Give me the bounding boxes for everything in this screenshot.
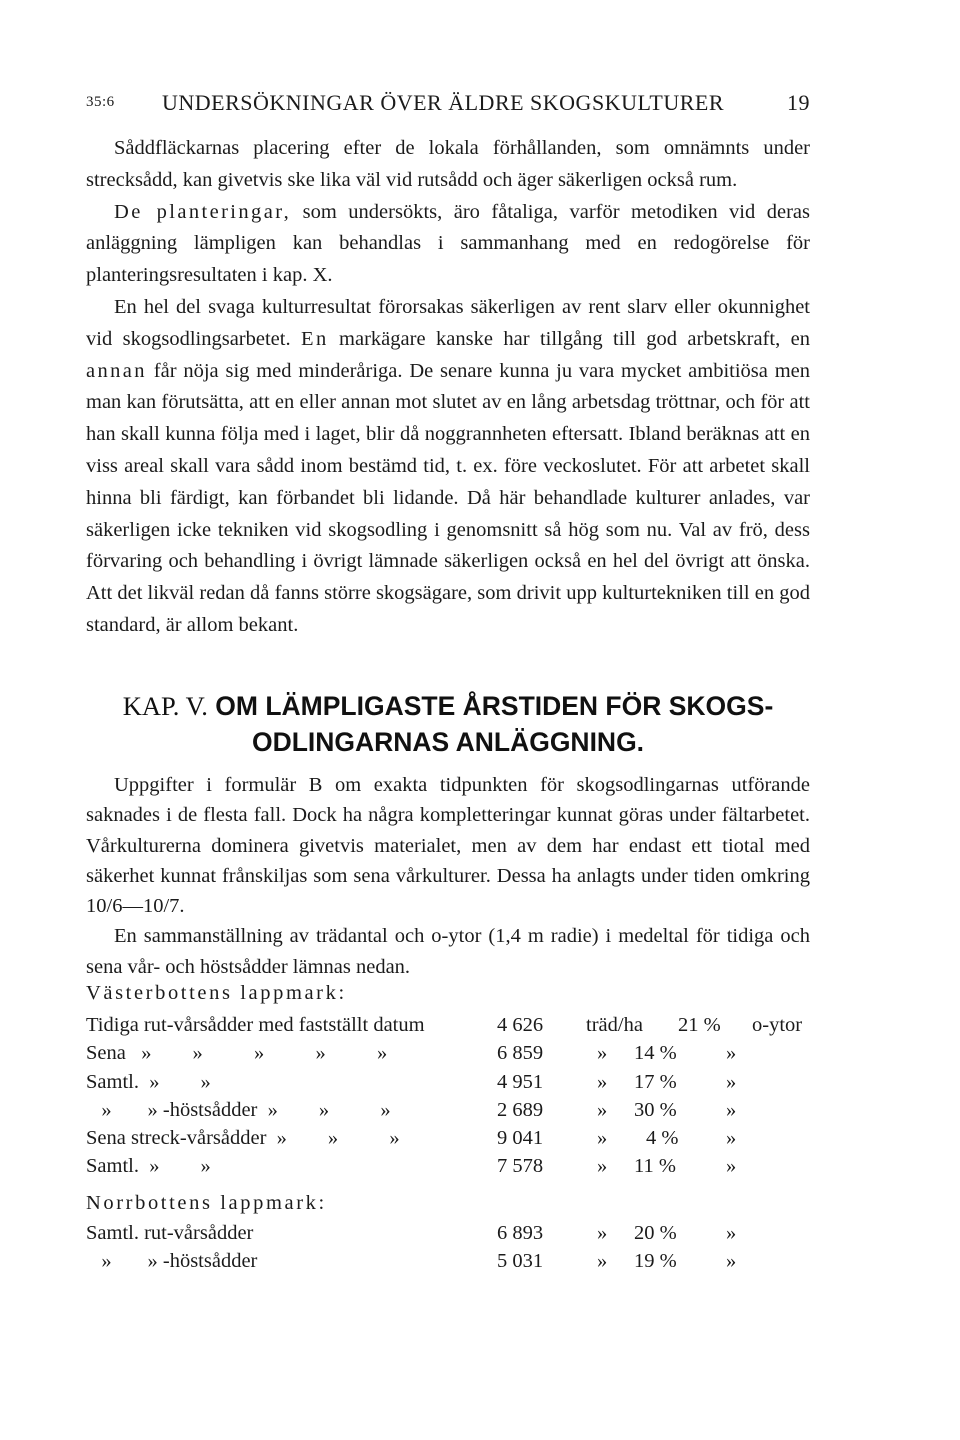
chapter-heading-line1: KAP. V. OM LÄMPLIGASTE ÅRSTIDEN FÖR SKOGS-	[122, 691, 774, 721]
region-heading: Västerbottens lappmark:	[86, 982, 347, 1004]
paragraph-poor-results: En hel del svaga kulturresultat förorsakas säkerligen av rent slarv eller okunnighet vid skogsodlingsarbetet. En markägare kanske har tillgång till god arbetskraft, en annan får nöja sig med minderåriga. De senare kunna ju vara mycket ambitiösa men man kan förutsätta, att en eller annan mot slutet av en lång arbetsdag tröttnar, och för att han skall kunna följa med i laget, blir då noggrannheten eftersatt. Ibland beräknas att en viss areal skall vara sådd inom bestämd tid, t. ex. före veckoslutet. För att arbetet skall hinna bli färdigt, kan förbandet bli lidande. Då här behandlade kulturer anlades, var säkerligen icke tekniken vid skogsodling i genomsnitt så hög som nu. Val av frö, dess förvaring och behandling i övrigt lämnade säkerligen också en hel del övrigt att önska. Att det likväl redan då fanns större skogsägare, som drivit upp kulturtekniken till en god standard, är allom bekant.	[86, 295, 810, 636]
table-row: » » -höstsådder 5 031 » 19 % »	[86, 1250, 737, 1272]
spaced-term: annan	[86, 359, 147, 382]
spaced-term: De planteringar,	[114, 200, 292, 223]
table-row: Tidiga rut-vårsådder med fastställt datum 4 626 träd/ha 21 % o-ytor	[86, 1014, 803, 1036]
region-heading: Norrbottens lappmark:	[86, 1192, 327, 1214]
paragraph-plantings: De planteringar, som undersökts, äro fåtaliga, varför metodiken vid deras anläggning lämpligen kan behandlas i sammanhang med en redogörelse för planteringsresultaten i kap. X.	[86, 200, 810, 287]
table-row: Samtl. » » 7 578 » 11 % »	[86, 1155, 737, 1177]
table-row: » » -höstsådder » » » 2 689 » 30 % »	[86, 1099, 737, 1121]
running-title: UNDERSÖKNINGAR ÖVER ÄLDRE SKOGSKULTURER	[162, 90, 724, 115]
table-row: Samtl. » » 4 951 » 17 % »	[86, 1071, 737, 1093]
table-row: Samtl. rut-vårsådder 6 893 » 20 % »	[86, 1222, 737, 1244]
chapter-heading-line2: ODLINGARNAS ANLÄGGNING.	[251, 727, 645, 757]
page-number: 19	[787, 90, 810, 115]
series-number: 35:6	[86, 94, 115, 110]
chapter-number: KAP. V.	[122, 691, 208, 721]
spaced-term: En	[301, 327, 329, 350]
paragraph-sowing-spots: Såddfläckarnas placering efter de lokala förhållanden, som omnämnts under strecksådd, kan givetvis ske lika väl vid rutsådd och äger säkerligen också rum.	[86, 137, 810, 191]
running-header	[86, 90, 810, 122]
chapter-heading	[86, 688, 810, 760]
table-row: Sena streck-vårsådder » » » 9 041 » 4 % »	[86, 1127, 737, 1149]
paragraph-form-b: Uppgifter i formulär B om exakta tidpunkten för skogsodlingarnas utförande saknades i de flesta fall. Dock ha några kompletteringar kunnat göras under fältarbetet. Vårkulturerna dominera givetvis materialet, men av dem har endast ett tiotal med säkerhet kunnat frånskiljas som sena vårkulturer. Dessa ha anlagts under tiden omkring 10/6—10/7.	[86, 774, 810, 918]
table-row: Sena » » » » » 6 859 » 14 % »	[86, 1042, 737, 1064]
paragraph-compilation: En sammanställning av trädantal och o-ytor (1,4 m radie) i medeltal för tidiga och sena vår- och höstsådder lämnas nedan.	[86, 925, 810, 978]
chapter-text	[86, 770, 810, 982]
section-text	[86, 133, 810, 642]
